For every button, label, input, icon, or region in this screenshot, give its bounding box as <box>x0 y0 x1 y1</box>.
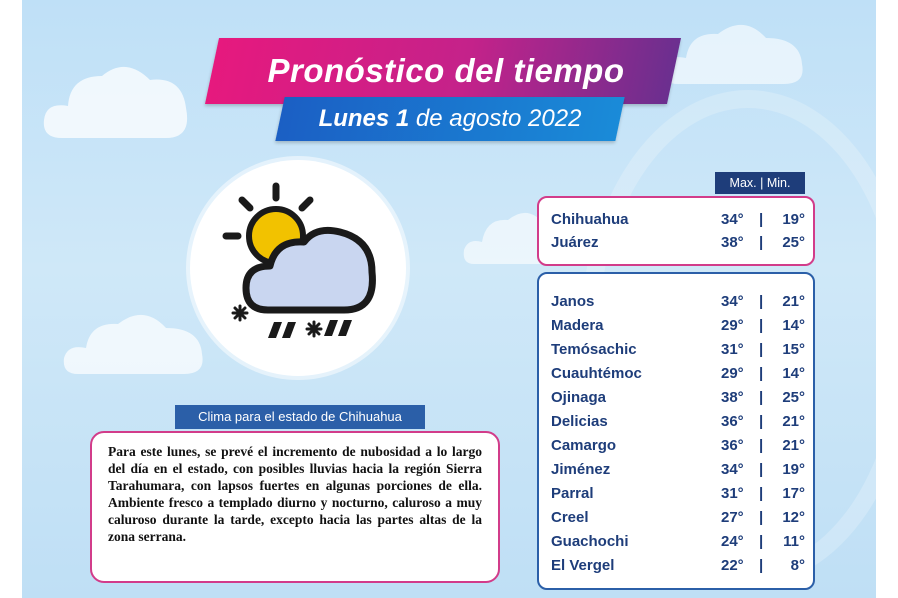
city-row <box>551 362 805 386</box>
city-name: Chihuahua <box>551 211 629 228</box>
separator: | <box>759 389 764 406</box>
partly-cloudy-rain-snow-icon <box>190 160 406 376</box>
min-temp: 12° <box>782 509 805 526</box>
city-name: Jiménez <box>551 461 611 478</box>
separator: | <box>759 557 764 574</box>
weather-icon-circle <box>190 160 406 376</box>
max-temp: 24° <box>721 533 744 550</box>
min-temp: 11° <box>783 533 805 550</box>
separator: | <box>759 437 764 454</box>
min-temp: 19° <box>782 211 805 228</box>
max-temp: 31° <box>721 485 744 502</box>
max-temp: 29° <box>721 317 744 334</box>
max-temp: 34° <box>721 211 744 228</box>
city-name: Temósachic <box>551 341 637 358</box>
min-temp: 14° <box>782 317 805 334</box>
separator: | <box>759 413 764 430</box>
min-temp: 21° <box>782 413 805 430</box>
min-temp: 17° <box>782 485 805 502</box>
max-temp: 36° <box>721 413 744 430</box>
max-temp: 22° <box>721 557 744 574</box>
city-row <box>551 482 805 506</box>
min-temp: 15° <box>782 341 805 358</box>
max-temp: 36° <box>721 437 744 454</box>
main-cities-box <box>537 196 815 266</box>
city-row <box>551 314 805 338</box>
city-name: Parral <box>551 485 594 502</box>
city-row <box>551 410 805 434</box>
climate-description: Para este lunes, se prevé el incremento de nubosidad a lo largo del día en el estado, con posibles lluvias hacia la región Sierra Tarahumara, con lapsos fuertes en algunas porciones de ella. Ambiente fresco a templado diurno y nocturno, caluroso a muy caluroso durante la tarde, excepto hacia las partes altas de la zona serrana. <box>108 444 482 544</box>
city-name: Cuauhtémoc <box>551 365 642 382</box>
min-temp: 25° <box>782 234 805 251</box>
city-row <box>551 290 805 314</box>
forecast-date <box>280 97 620 141</box>
min-temp: 21° <box>782 437 805 454</box>
separator: | <box>759 293 764 310</box>
min-temp: 21° <box>782 293 805 310</box>
climate-label: Clima para el estado de Chihuahua <box>175 405 425 429</box>
max-temp: 31° <box>721 341 744 358</box>
separator: | <box>759 234 764 251</box>
cities-box <box>537 272 815 590</box>
min-temp: 14° <box>782 365 805 382</box>
city-name: Delicias <box>551 413 608 430</box>
city-row <box>551 434 805 458</box>
date-month-year: de agosto 2022 <box>409 105 582 132</box>
max-temp: 34° <box>721 461 744 478</box>
min-temp: 19° <box>782 461 805 478</box>
min-temp: 8° <box>790 557 805 574</box>
max-temp: 34° <box>721 293 744 310</box>
separator: | <box>759 533 764 550</box>
max-temp: 38° <box>721 389 744 406</box>
city-name: Guachochi <box>551 533 629 550</box>
page-title: Pronóstico del tiempo <box>267 52 625 89</box>
city-row <box>551 506 805 530</box>
max-temp: 38° <box>721 234 744 251</box>
separator: | <box>759 341 764 358</box>
separator: | <box>759 211 764 228</box>
city-name: Ojinaga <box>551 389 607 406</box>
city-name: Juárez <box>551 234 599 251</box>
separator: | <box>759 317 764 334</box>
city-row <box>551 458 805 482</box>
background-cloud-icon <box>42 50 192 145</box>
city-row <box>551 530 805 554</box>
city-name: El Vergel <box>551 557 615 574</box>
city-row <box>551 208 805 232</box>
city-row <box>551 554 805 578</box>
city-row <box>551 231 805 255</box>
min-temp: 25° <box>782 389 805 406</box>
max-temp: 27° <box>721 509 744 526</box>
date-day: Lunes 1 <box>318 105 410 132</box>
city-name: Camargo <box>551 437 617 454</box>
separator: | <box>759 461 764 478</box>
city-row <box>551 338 805 362</box>
separator: | <box>759 509 764 526</box>
city-name: Creel <box>551 509 589 526</box>
separator: | <box>759 365 764 382</box>
background-cloud-icon <box>662 10 812 90</box>
climate-description-box <box>90 431 500 583</box>
city-row <box>551 386 805 410</box>
max-min-header: Max. | Min. <box>715 172 805 194</box>
max-temp: 29° <box>721 365 744 382</box>
city-name: Janos <box>551 293 595 310</box>
city-name: Madera <box>551 317 604 334</box>
separator: | <box>759 485 764 502</box>
